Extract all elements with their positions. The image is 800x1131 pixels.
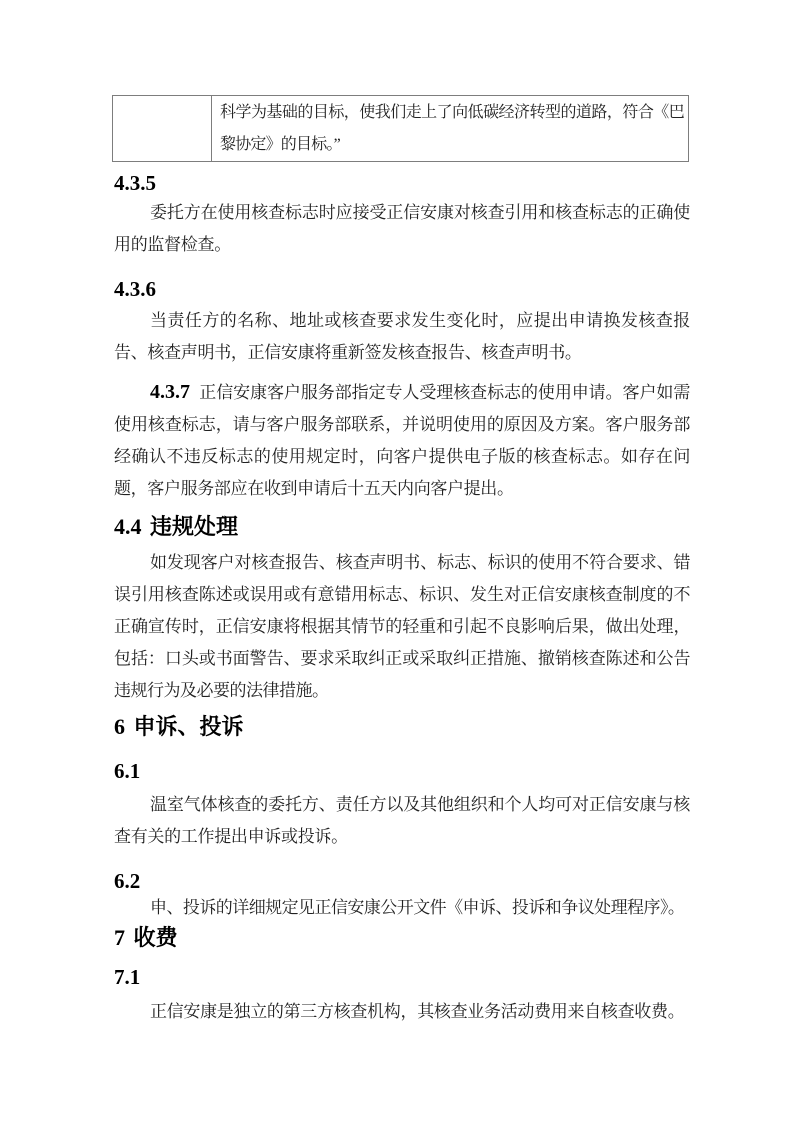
- heading-4-3-7-inline-number: 4.3.7: [150, 381, 190, 403]
- table-row: [113, 96, 689, 162]
- heading-6-2: 6.2: [114, 869, 141, 893]
- para-4-3-7-text: 正信安康客户服务部指定专人受理核查标志的使用申请。客户如需使用核查标志，请与客户服务部联系，并说明使用的原因及方案。客户服务部经确认不违反标志的使用规定时，向客户提供电子版的核查标志。如存在问题，客户服务部应在收到申请后十五天内向客户提出。: [114, 383, 690, 498]
- heading-4-4: 4.4 违规处理: [114, 514, 239, 539]
- table-cell-text: 科学为基础的目标，使我们走上了向低碳经济转型的道路，符合《巴黎协定》的目标。”: [212, 96, 689, 162]
- para-4-3-5: 委托方在使用核查标志时应接受正信安康对核查引用和核查标志的正确使用的监督检查。: [114, 203, 690, 254]
- heading-4-3-5: 4.3.5: [114, 171, 156, 195]
- heading-6-1: 6.1: [114, 759, 141, 783]
- heading-7: 7 收费: [114, 925, 178, 950]
- top-table: [112, 95, 689, 162]
- table-cell-empty: [113, 96, 212, 162]
- para-6-1: 温室气体核查的委托方、责任方以及其他组织和个人均可对正信安康与核查有关的工作提出申诉或投诉。: [114, 795, 690, 846]
- para-4-3-6: 当责任方的名称、地址或核查要求发生变化时，应提出申请换发核查报告、核查声明书，正信安康将重新签发核查报告、核查声明书。: [114, 311, 690, 362]
- heading-6: 6 申诉、投诉: [114, 714, 244, 739]
- heading-4-3-6: 4.3.6: [114, 277, 156, 301]
- heading-7-1: 7.1: [114, 965, 141, 989]
- para-6-2: 申、投诉的详细规定见正信安康公开文件《申诉、投诉和争议处理程序》。: [150, 898, 685, 917]
- para-7-1: 正信安康是独立的第三方核查机构，其核查业务活动费用来自核查收费。: [150, 1002, 685, 1021]
- para-4-3-7: [114, 376, 690, 505]
- para-4-4: 如发现客户对核查报告、核查声明书、标志、标识的使用不符合要求、错误引用核查陈述或误用或有意错用标志、标识、发生对正信安康核查制度的不正确宣传时，正信安康将根据其情节的轻重和引起不良影响后果，做出处理，包括：口头或书面警告、要求采取纠正或采取纠正措施、撤销核查陈述和公告违规行为及必要的法律措施。: [114, 553, 690, 700]
